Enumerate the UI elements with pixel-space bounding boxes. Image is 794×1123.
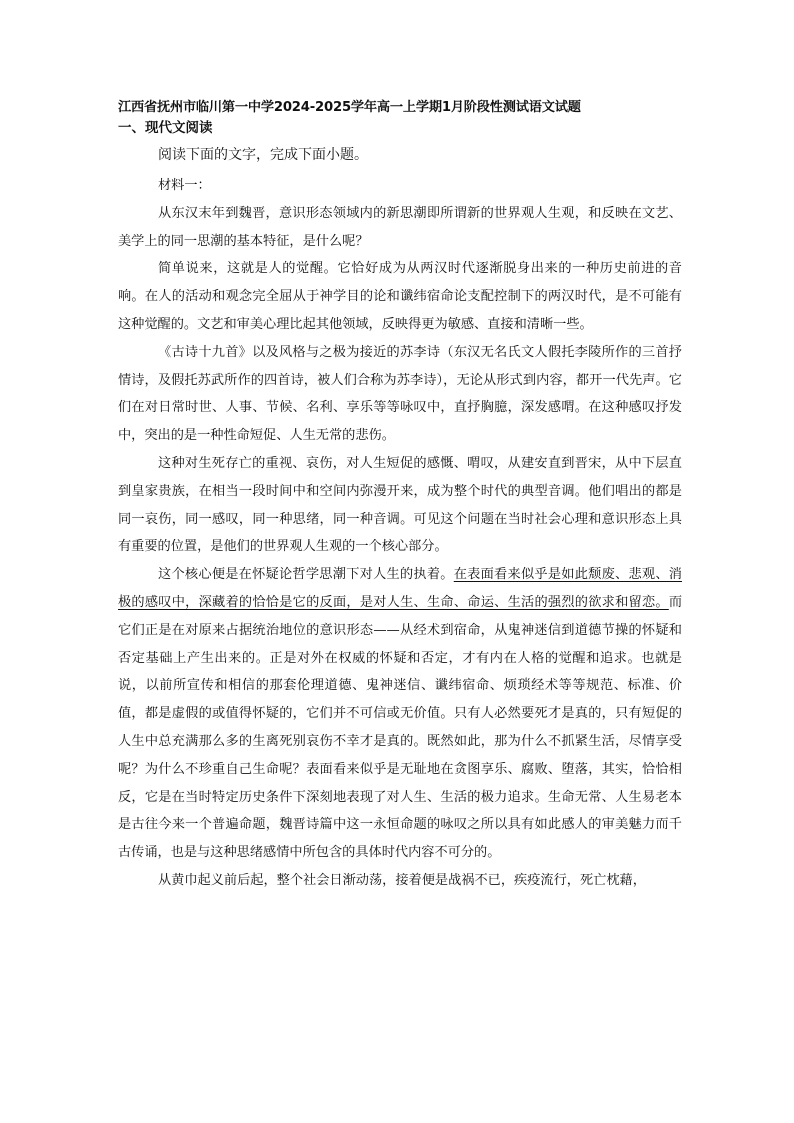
paragraph-5-lead: 这个核心便是在怀疑论哲学思潮下对人生的执着。 xyxy=(158,567,454,583)
paragraph-5 xyxy=(118,561,682,867)
paragraph-5-rest: 而它们正是在对原来占据统治地位的意识形态——从经术到宿命，从鬼神迷信到道德节操的怀疑和否定基础上产生出来的。正是对外在权威的怀疑和否定，才有内在人格的觉醒和追求。也就是说，以前所宣传和相信的那套伦理道德、鬼神迷信、谶纬宿命、烦琐经术等等规范、标准、价值，都是虚假的或值得怀疑的，它们并不可信或无价值。只有人必然要死才是真的，只有短促的人生中总充满那么多的生离死别哀伤不幸才是真的。既然如此，那为什么不抓紧生活，尽情享受呢？为什么不珍重自己生命呢？表面看来似乎是无耻地在贪图享乐、腐败、堕落，其实，恰恰相反，它是在当时特定历史条件下深刻地表现了对人生、生活的极力追求。生命无常、人生易老本是古往今来一个普遍命题，魏晋诗篇中这一永恒命题的咏叹之所以具有如此感人的审美魅力而千古传诵，也是与这种思绪感情中所包含的具体时代内容不可分的。 xyxy=(118,594,682,861)
paragraph-2: 简单说来，这就是人的觉醒。它恰好成为从两汉时代逐渐脱身出来的一种历史前进的音响。在人的活动和观念完全屈从于神学目的论和谶纬宿命论支配控制下的两汉时代，是不可能有这种觉醒的。文艺和审美心理比起其他领域，反映得更为敏感、直接和清晰一些。 xyxy=(118,261,682,332)
reading-passage xyxy=(118,140,682,895)
instruction-text: 阅读下面的文字，完成下面小题。 xyxy=(158,147,368,163)
paragraph-4: 这种对生死存亡的重视、哀伤，对人生短促的感慨、喟叹，从建安直到晋宋，从中下层直到皇家贵族，在相当一段时间中和空间内弥漫开来，成为整个时代的典型音调。他们唱出的都是同一哀伤，同一感叹，同一种思绪，同一种音调。可见这个问题在当时社会心理和意识形态上具有重要的位置，是他们的世界观人生观的一个核心部分。 xyxy=(118,455,682,555)
paragraph-6: 从黄巾起义前后起，整个社会日渐动荡，接着便是战祸不已，疾疫流行，死亡枕藉， xyxy=(158,872,646,888)
material-label: 材料一： xyxy=(158,178,211,193)
paragraph-1: 从东汉末年到魏晋，意识形态领域内的新思潮即所谓新的世界观人生观，和反映在文艺、美学上的同一思潮的基本特征，是什么呢？ xyxy=(118,205,682,249)
section-heading: 一、现代文阅读 xyxy=(118,120,213,136)
underlined-sentence: 在表面看来似乎是如此颓废、悲观、消极的感叹中，深藏着的恰恰是它的反面，是对人生、生命、命运、生活的强烈的欲求和留恋。 xyxy=(118,567,682,610)
paragraph-3: 《古诗十九首》以及风格与之极为接近的苏李诗（东汉无名氏文人假托李陵所作的三首抒情诗，及假托苏武所作的四首诗，被人们合称为苏李诗），无论从形式到内容，都开一代先声。它们在对日常时世、人事、节候、名利、享乐等等咏叹中，直抒胸臆，深发感喟。在这种感叹抒发中，突出的是一种性命短促、人生无常的悲伤。 xyxy=(118,344,682,444)
document-title: 江西省抚州市临川第一中学2024-2025学年高一上学期1月阶段性测试语文试题 xyxy=(118,100,581,115)
